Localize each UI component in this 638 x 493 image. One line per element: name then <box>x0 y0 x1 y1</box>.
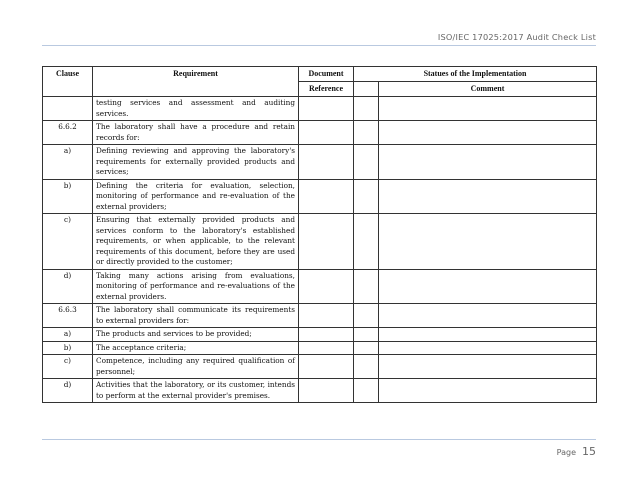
comment-cell[interactable] <box>379 179 597 214</box>
document-reference-cell[interactable] <box>299 214 354 270</box>
clause-cell: c) <box>43 355 93 379</box>
clause-cell: a) <box>43 145 93 180</box>
requirement-cell: The laboratory shall have a procedure and retain records for: <box>93 121 299 145</box>
status-check-cell[interactable] <box>354 145 379 180</box>
clause-cell: b) <box>43 341 93 355</box>
table-body <box>43 97 597 403</box>
requirement-cell: testing services and assessment and auditing services. <box>93 97 299 121</box>
document-reference-cell[interactable] <box>299 328 354 342</box>
requirement-cell: The acceptance criteria; <box>93 341 299 355</box>
requirement-cell: The products and services to be provided; <box>93 328 299 342</box>
table-row <box>43 304 597 328</box>
document-column-header: Document <box>299 67 354 82</box>
clause-cell: 6.6.3 <box>43 304 93 328</box>
requirement-cell: Competence, including any required qualification of personnel; <box>93 355 299 379</box>
document-reference-cell[interactable] <box>299 145 354 180</box>
clause-cell <box>43 97 93 121</box>
document-reference-cell[interactable] <box>299 269 354 304</box>
page-number-value: 15 <box>582 445 596 458</box>
table-row <box>43 355 597 379</box>
comment-cell[interactable] <box>379 304 597 328</box>
table-row <box>43 341 597 355</box>
table-row <box>43 214 597 270</box>
status-check-column-header <box>354 82 379 97</box>
status-check-cell[interactable] <box>354 97 379 121</box>
comment-cell[interactable] <box>379 97 597 121</box>
clause-cell: a) <box>43 328 93 342</box>
clause-cell: d) <box>43 269 93 304</box>
page-label: Page <box>556 448 576 457</box>
document-reference-cell[interactable] <box>299 341 354 355</box>
document-reference-cell[interactable] <box>299 355 354 379</box>
clause-cell: b) <box>43 179 93 214</box>
comment-column-header: Comment <box>379 82 597 97</box>
table-row <box>43 328 597 342</box>
table-row <box>43 379 597 403</box>
status-check-cell[interactable] <box>354 304 379 328</box>
page-number <box>557 445 596 458</box>
requirement-column-header: Requirement <box>93 67 299 97</box>
comment-cell[interactable] <box>379 145 597 180</box>
status-check-cell[interactable] <box>354 214 379 270</box>
comment-cell[interactable] <box>379 341 597 355</box>
requirement-cell: Ensuring that externally provided products and services conform to the laboratory's established requirements, or when applicable, to the relevant requirements of this document, before they are used or directly provided to the customer; <box>93 214 299 270</box>
status-check-cell[interactable] <box>354 379 379 403</box>
document-reference-cell[interactable] <box>299 304 354 328</box>
document-header-title: ISO/IEC 17025:2017 Audit Check List <box>437 32 596 42</box>
table-row <box>43 121 597 145</box>
footer-divider <box>42 439 596 440</box>
status-check-cell[interactable] <box>354 341 379 355</box>
document-reference-cell[interactable] <box>299 379 354 403</box>
header-divider <box>42 45 596 46</box>
requirement-cell: Defining reviewing and approving the laboratory's requirements for externally provided products and services; <box>93 145 299 180</box>
status-check-cell[interactable] <box>354 269 379 304</box>
comment-cell[interactable] <box>379 328 597 342</box>
comment-cell[interactable] <box>379 379 597 403</box>
table-row <box>43 145 597 180</box>
clause-cell: c) <box>43 214 93 270</box>
document-reference-cell[interactable] <box>299 179 354 214</box>
document-reference-cell[interactable] <box>299 97 354 121</box>
requirement-cell: Taking many actions arising from evaluations, monitoring of performance and re-evaluations of the external providers. <box>93 269 299 304</box>
requirement-cell: Activities that the laboratory, or its customer, intends to perform at the external provider's premises. <box>93 379 299 403</box>
comment-cell[interactable] <box>379 214 597 270</box>
status-check-cell[interactable] <box>354 179 379 214</box>
status-column-header: Statues of the Implementation <box>354 67 597 82</box>
requirement-cell: Defining the criteria for evaluation, selection, monitoring of performance and re-evaluation of the external providers; <box>93 179 299 214</box>
comment-cell[interactable] <box>379 269 597 304</box>
comment-cell[interactable] <box>379 121 597 145</box>
status-check-cell[interactable] <box>354 355 379 379</box>
table-row <box>43 97 597 121</box>
reference-column-header: Reference <box>299 82 354 97</box>
clause-cell: 6.6.2 <box>43 121 93 145</box>
document-reference-cell[interactable] <box>299 121 354 145</box>
table-row <box>43 269 597 304</box>
table-header <box>43 67 597 97</box>
comment-cell[interactable] <box>379 355 597 379</box>
clause-column-header: Clause <box>43 67 93 97</box>
clause-cell: d) <box>43 379 93 403</box>
audit-checklist-table <box>42 66 597 403</box>
status-check-cell[interactable] <box>354 121 379 145</box>
status-check-cell[interactable] <box>354 328 379 342</box>
table-row <box>43 179 597 214</box>
requirement-cell: The laboratory shall communicate its requirements to external providers for: <box>93 304 299 328</box>
